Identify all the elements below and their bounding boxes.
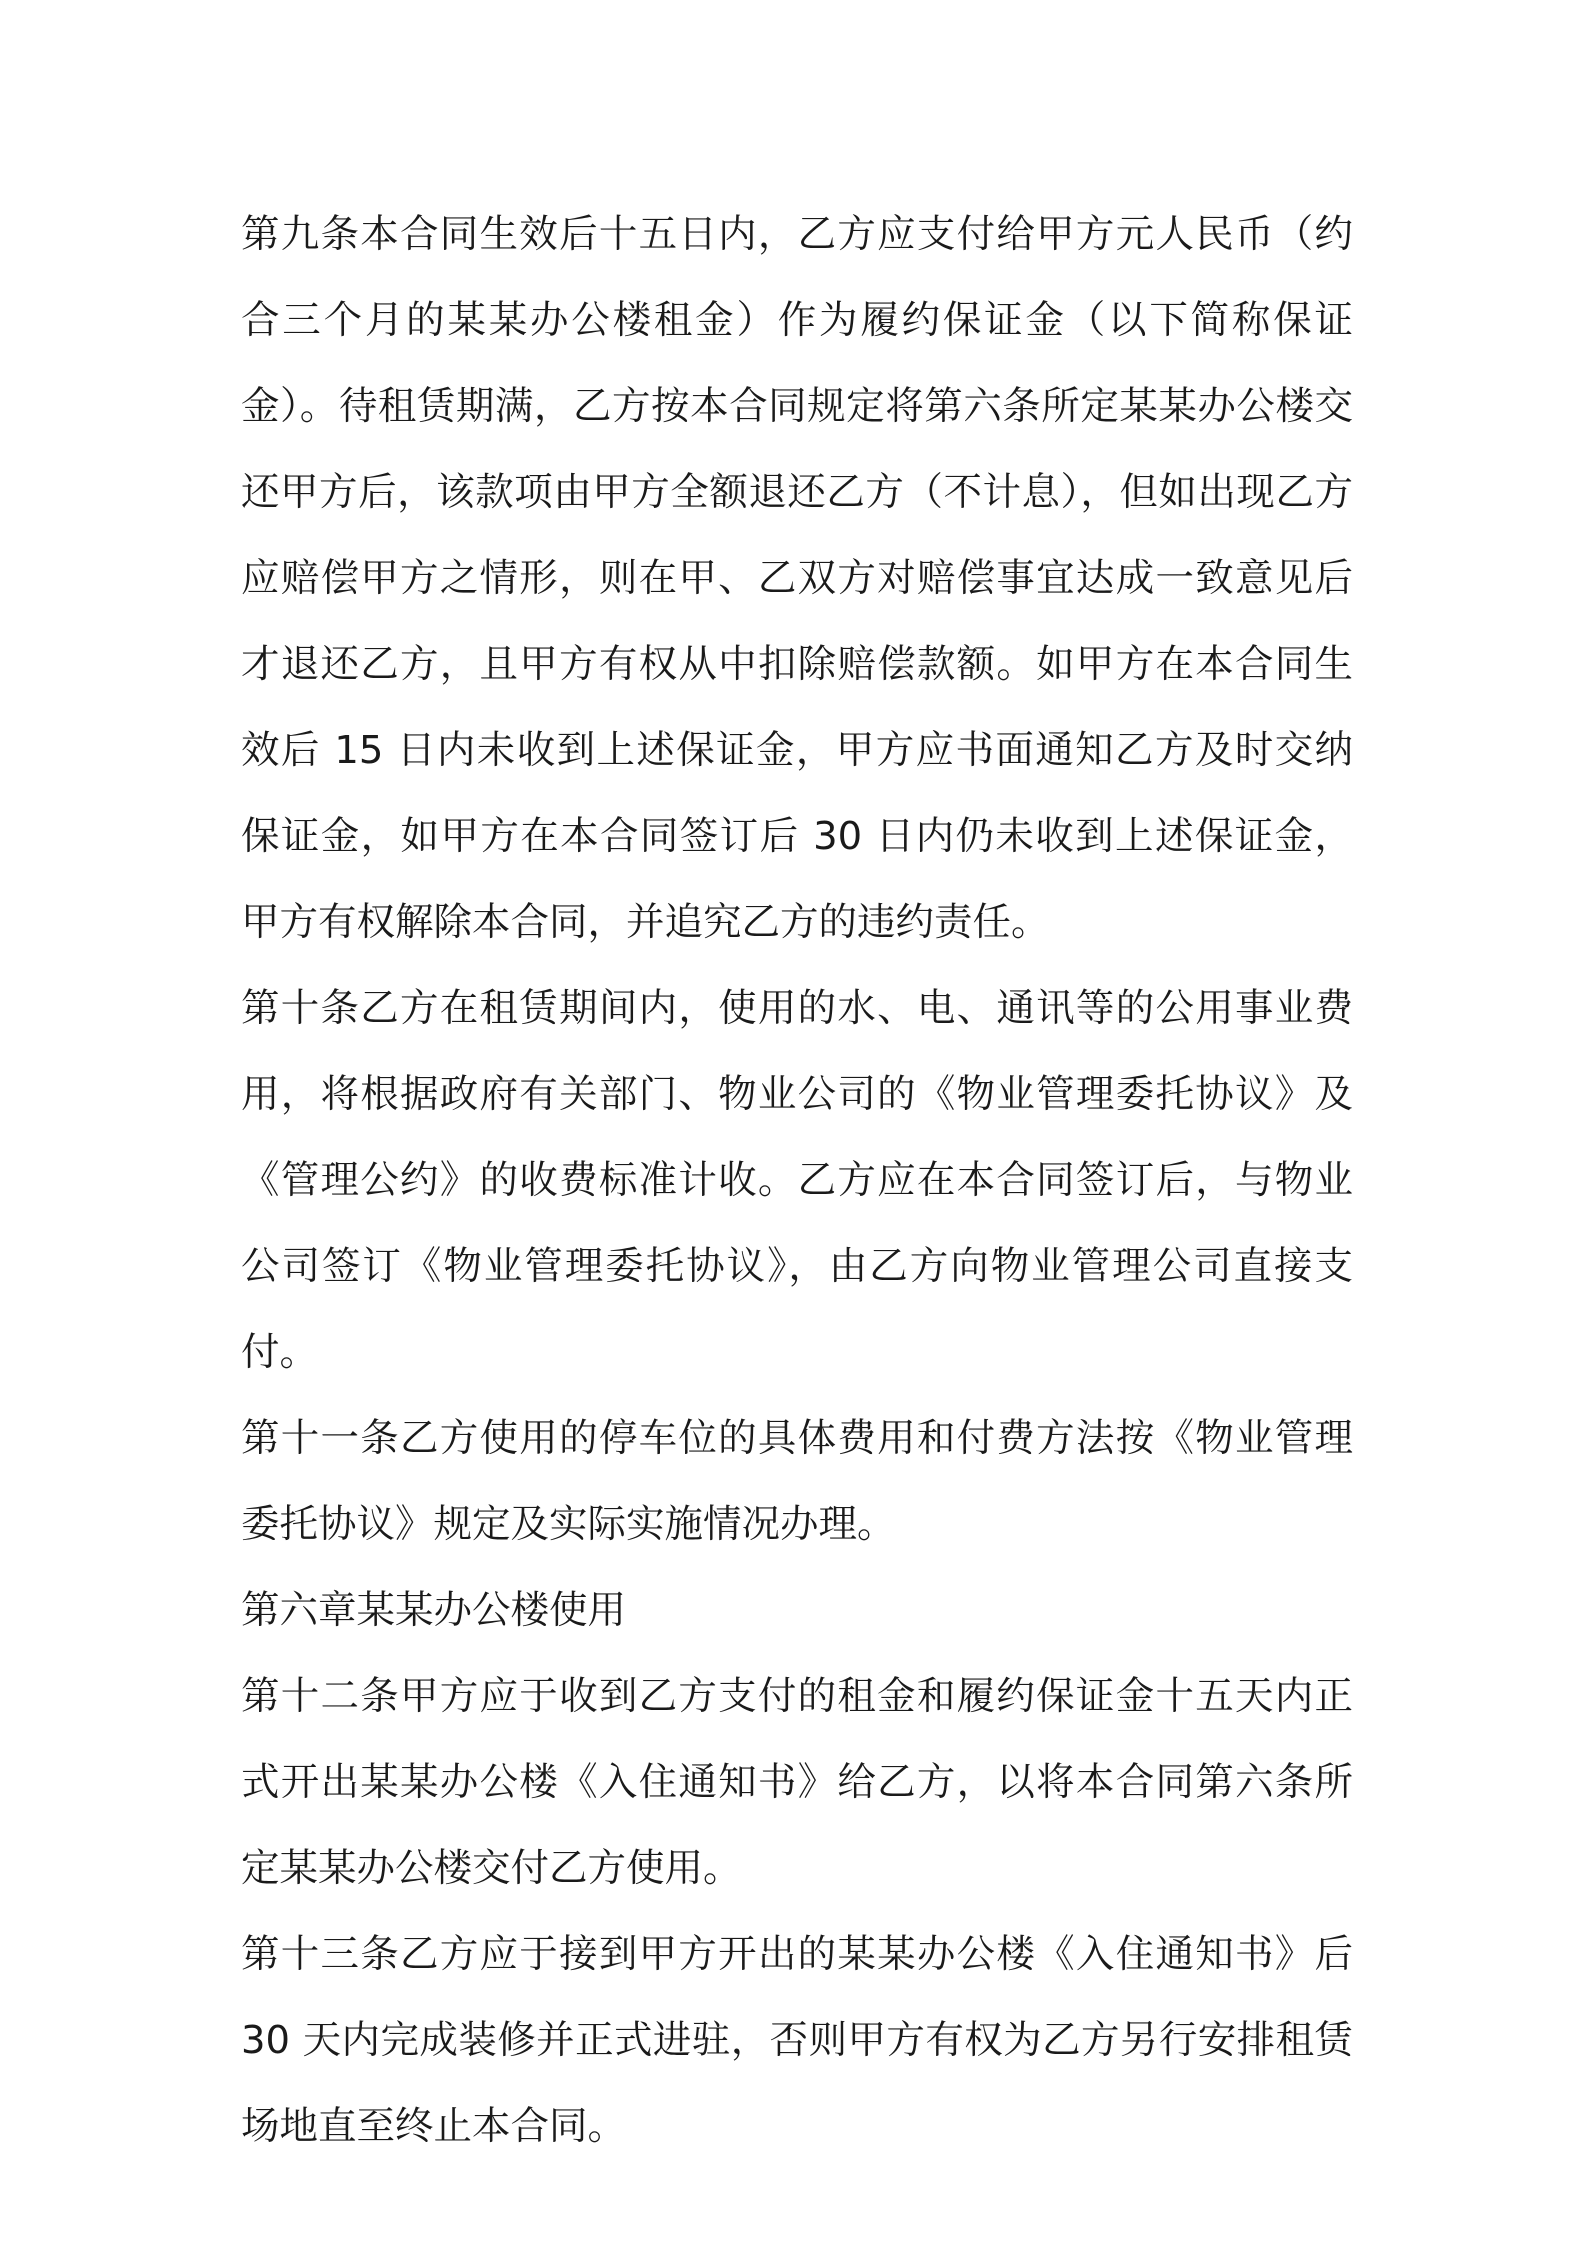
article-12-paragraph: 第十二条甲方应于收到乙方支付的租金和履约保证金十五天内正式开出某某办公楼《入住通知书》给乙方，以将本合同第六条所定某某办公楼交付乙方使用。 [241,1674,1353,1891]
document-body [241,192,1353,2170]
article-9-paragraph: 第九条本合同生效后十五日内，乙方应支付给甲方元人民币（约合三个月的某某办公楼租金）作为履约保证金（以下简称保证金）。待租赁期满，乙方按本合同规定将第六条所定某某办公楼交还甲方后，该款项由甲方全额退还乙方（不计息），但如出现乙方应赔偿甲方之情形，则在甲、乙双方对赔偿事宜达成一致意见后才退还乙方，且甲方有权从中扣除赔偿款额。如甲方在本合同生效后 15 日内未收到上述保证金，甲方应书面通知乙方及时交纳保证金，如甲方在本合同签订后 30 日内仍未收到上述保证金，甲方有权解除本合同，并追究乙方的违约责任。 [241,212,1353,945]
article-13-paragraph: 第十三条乙方应于接到甲方开出的某某办公楼《入住通知书》后 30 天内完成装修并正式进驻，否则甲方有权为乙方另行安排租赁场地直至终止本合同。 [241,1932,1353,2149]
article-10-paragraph: 第十条乙方在租赁期间内，使用的水、电、通讯等的公用事业费用，将根据政府有关部门、物业公司的《物业管理委托协议》及《管理公约》的收费标准计收。乙方应在本合同签订后，与物业公司签订《物业管理委托协议》，由乙方向物业管理公司直接支付。 [241,986,1353,1375]
chapter-6-heading: 第六章某某办公楼使用 [241,1588,627,1633]
article-11-paragraph: 第十一条乙方使用的停车位的具体费用和付费方法按《物业管理委托协议》规定及实际实施情况办理。 [241,1416,1353,1547]
